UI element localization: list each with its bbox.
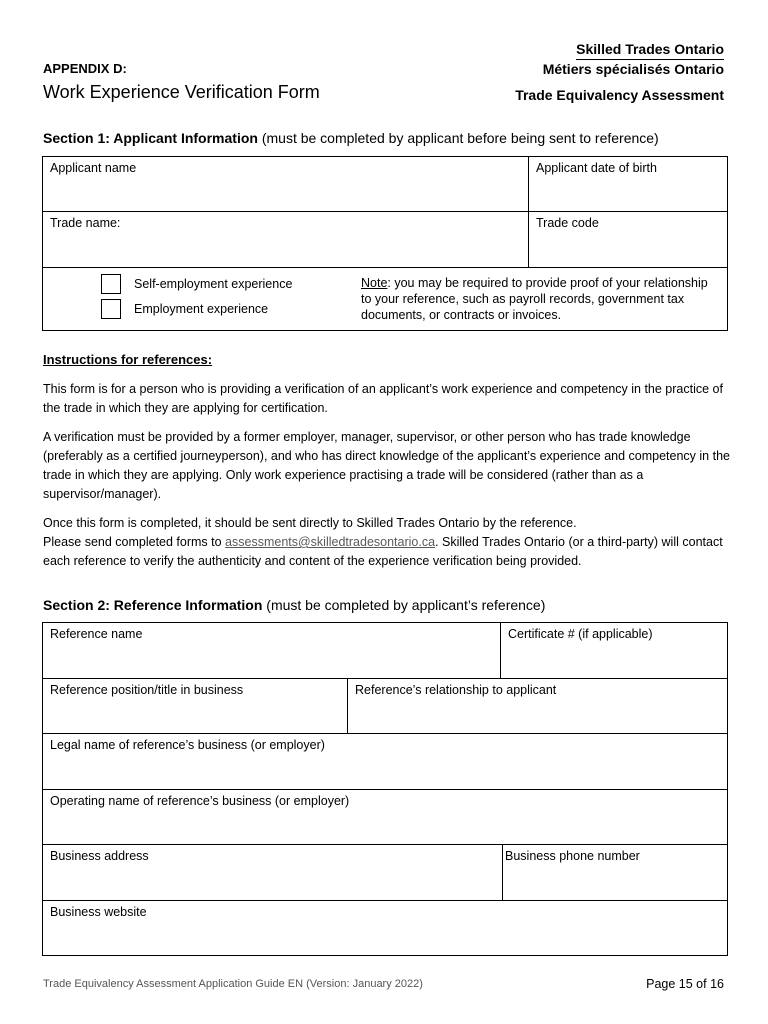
reference-position-field[interactable]: [43, 679, 348, 734]
instructions-paragraph-3-line-1: Once this form is completed, it should be sent directly to Skilled Trades Ontario by the reference.: [43, 516, 577, 530]
section1-heading-note: (must be completed by applicant before being sent to reference): [257, 130, 659, 146]
business-phone-label: Business phone number: [505, 849, 640, 863]
section1-heading: [43, 130, 659, 146]
brand-name-fr: Métiers spécialisés Ontario: [542, 61, 724, 77]
legal-business-name-label: Legal name of reference’s business (or employer): [50, 738, 325, 752]
reference-relationship-label: Reference’s relationship to applicant: [355, 683, 557, 697]
instructions-paragraph-2: A verification must be provided by a former employer, manager, supervisor, or other person who has trade knowledge (preferably as a certified journeyperson), and who has direct knowledge of the applicant’s experience and competency in the trade in which they are applying. Only work experience practising a trade will be considered (rather than as a supervisor/manager).: [43, 430, 730, 501]
section2-heading-bold: Section 2: Reference Information: [43, 597, 263, 613]
section1-heading-bold: Section 1: Applicant Information: [43, 130, 258, 146]
footer-guide-version: Trade Equivalency Assessment Application Guide EN (Version: January 2022): [43, 978, 423, 990]
self-employment-checkbox[interactable]: [101, 274, 121, 294]
instructions-verify-text: . Skilled Trades Ontario (or a third-party) will contact each reference to verify the authenticity and content of the experience verification being provided.: [43, 535, 723, 568]
certificate-field[interactable]: [501, 623, 728, 679]
business-address-field[interactable]: [43, 845, 503, 901]
section2-heading-note: (must be completed by applicant’s reference): [262, 597, 546, 613]
experience-type-row: [43, 268, 728, 331]
applicant-dob-label: Applicant date of birth: [536, 161, 657, 175]
business-website-label: Business website: [50, 905, 147, 919]
self-employment-label: Self-employment experience: [134, 277, 293, 291]
instructions-paragraph-1: This form is for a person who is providing a verification of an applicant’s work experience and competency in the practice of the trade in which they are applying for certification.: [43, 382, 723, 415]
business-phone-field[interactable]: [503, 845, 728, 901]
trade-code-field[interactable]: [529, 212, 728, 268]
applicant-dob-field[interactable]: [529, 157, 728, 212]
form-subtitle: Trade Equivalency Assessment: [515, 87, 724, 103]
appendix-label: APPENDIX D:: [43, 61, 127, 76]
page-number: Page 15 of 16: [646, 977, 724, 991]
trade-code-label: Trade code: [536, 216, 599, 230]
note-text: : you may be required to provide proof of your relationship to your reference, such as payroll records, government tax documents, or contracts or invoices.: [361, 276, 708, 322]
reference-position-label: Reference position/title in business: [50, 683, 244, 697]
employment-checkbox[interactable]: [101, 299, 121, 319]
business-website-field[interactable]: [43, 901, 728, 956]
instructions-heading: Instructions for references:: [43, 352, 213, 367]
trade-name-label: Trade name:: [50, 216, 121, 230]
trade-name-field[interactable]: [43, 212, 529, 268]
applicant-name-label: Applicant name: [50, 161, 137, 175]
note-label: Note: [361, 276, 388, 290]
employment-label: Employment experience: [134, 302, 269, 316]
applicant-info-table: [42, 156, 728, 331]
form-title: Work Experience Verification Form: [43, 82, 320, 102]
applicant-name-field[interactable]: [43, 157, 529, 212]
certificate-label: Certificate # (if applicable): [508, 627, 653, 641]
reference-relationship-field[interactable]: [348, 679, 728, 734]
operating-business-name-field[interactable]: [43, 790, 728, 845]
brand-logo: [543, 41, 724, 77]
legal-business-name-field[interactable]: [43, 734, 728, 790]
reference-info-table: [42, 622, 728, 956]
operating-business-name-label: Operating name of reference’s business (or employer): [50, 794, 350, 808]
brand-name-en: Skilled Trades Ontario: [576, 41, 724, 60]
reference-name-field[interactable]: [43, 623, 501, 679]
section2-heading: [43, 597, 545, 613]
assessments-email-link[interactable]: assessments@skilledtradesontario.ca: [225, 535, 436, 549]
instructions-send-text: Please send completed forms to: [43, 535, 226, 549]
reference-name-label: Reference name: [50, 627, 143, 641]
instructions-paragraph-3: [43, 514, 733, 571]
proof-note: [361, 275, 716, 323]
business-address-label: Business address: [50, 849, 149, 863]
